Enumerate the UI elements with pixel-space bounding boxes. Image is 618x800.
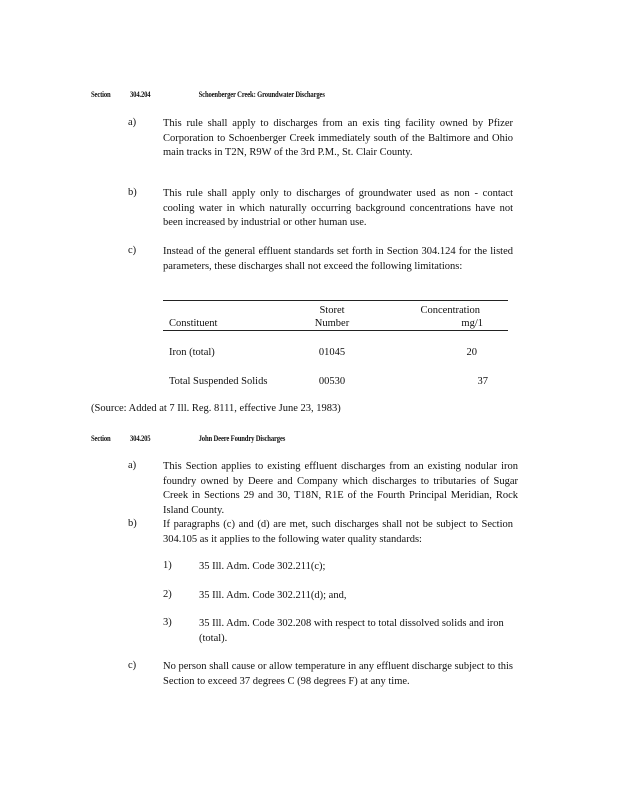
cell-constituent: Iron (total) (169, 347, 215, 358)
cell-concentration: 37 (477, 376, 488, 387)
item-marker: c) (128, 245, 137, 256)
subitem-text: 35 Ill. Adm. Code 302.211(c); (199, 561, 326, 572)
header-constituent: Constituent (169, 318, 218, 329)
item-text: Instead of the general effluent standards set forth in Section 304.124 for the listed parameters, these discharges shall not exceed the following limitations: (163, 246, 513, 272)
item-text: If paragraphs (c) and (d) are met, such discharges shall not be subject to Section 304.105 as it applies to the following water quality standards: (163, 519, 513, 545)
item-marker: b) (128, 518, 137, 529)
subitem-marker: 2) (163, 589, 172, 600)
cell-concentration: 20 (466, 347, 477, 358)
header-storet: Storet (319, 305, 345, 316)
subitem-text: 35 Ill. Adm. Code 302.211(d); and, (199, 590, 347, 601)
item-text: No person shall cause or allow temperature in any effluent discharge subject to this Section to exceed 37 degrees C (98 degrees F) at any time. (163, 661, 513, 687)
section-label: Section (91, 89, 111, 99)
item-text: This Section applies to existing effluent discharges from an existing nodular iron foundry owned by Deere and Company which discharges to tributaries of Sugar Creek in Sections 29 and 30, T18N, R1E of the Fourth Principal Meridian, Rock Island County. (163, 461, 518, 516)
item-marker: a) (128, 460, 137, 471)
subitem-text: 35 Ill. Adm. Code 302.208 with respect to total dissolved solids and iron (total). (199, 618, 504, 644)
item-text: This rule shall apply to discharges from an exis ting facility owned by Pfizer Corporation to Schoenberger Creek immediately south of the Baltimore and Ohio main tracks in T2N, R9W of the 3rd P.M., St. Clair County. (163, 118, 513, 158)
subitem-marker: 3) (163, 617, 172, 628)
item-marker: a) (128, 117, 137, 128)
subitem-marker: 1) (163, 560, 172, 571)
header-concentration: Concentration (420, 305, 480, 316)
table-top-rule (163, 300, 508, 301)
section-title: John Deere Foundry Discharges (198, 433, 286, 443)
section-heading-304-205 (91, 433, 285, 443)
cell-constituent: Total Suspended Solids (169, 376, 268, 387)
cell-storet: 01045 (318, 347, 346, 358)
header-number: Number (314, 318, 350, 329)
table-header-rule (163, 330, 508, 331)
source-note: (Source: Added at 7 Ill. Reg. 8111, effective June 23, 1983) (91, 403, 341, 414)
section-heading-304-204 (91, 89, 325, 99)
section-label: Section (91, 433, 111, 443)
item-marker: b) (128, 187, 137, 198)
section-number: 304.205 (130, 433, 151, 443)
section-number: 304.204 (130, 89, 151, 99)
section-title: Schoenberger Creek: Groundwater Discharges (198, 89, 325, 99)
item-text: This rule shall apply only to discharges of groundwater used as non - contact cooling water in which naturally occurring background concentrations have not been increased by industrial or other human use. (163, 188, 513, 228)
header-unit: mg/1 (461, 318, 483, 329)
cell-storet: 00530 (318, 376, 346, 387)
item-marker: c) (128, 660, 137, 671)
